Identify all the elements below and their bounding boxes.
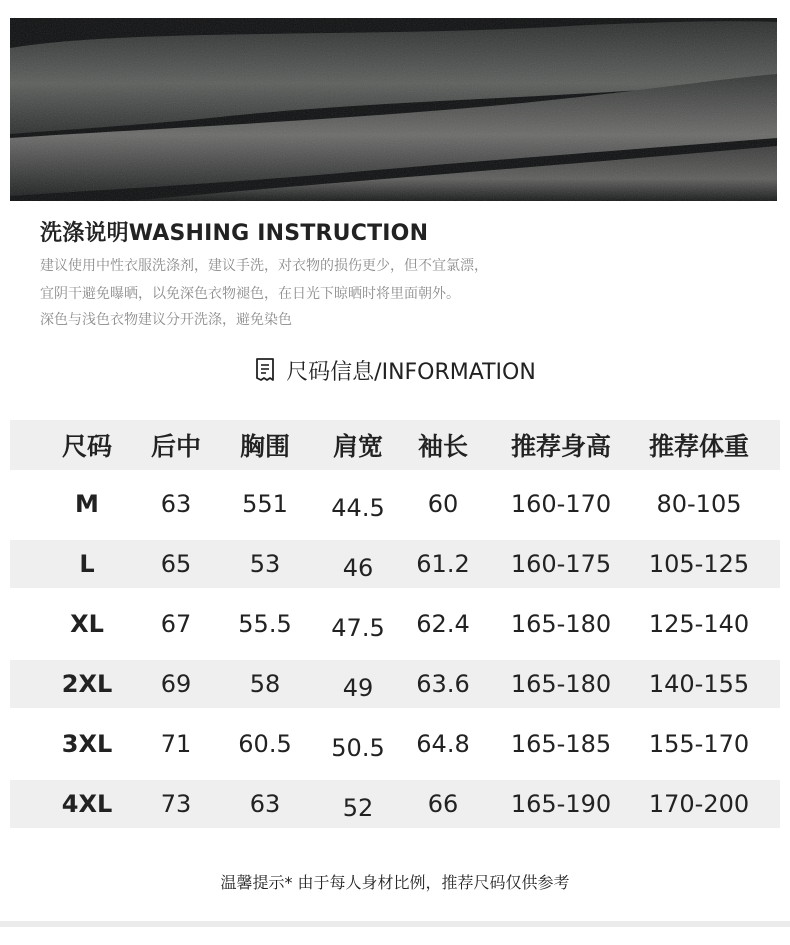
header-cell: 推荐身高: [510, 432, 611, 461]
washing-instruction-line: 深色与浅色衣物建议分开洗涤，避免染色: [40, 312, 292, 328]
table-cell: 44.5: [331, 494, 385, 522]
table-cell: 66: [427, 790, 459, 818]
table-cell: 80-105: [656, 490, 742, 518]
table-cell: 125-140: [648, 610, 750, 638]
size-row: [10, 780, 780, 828]
table-cell: 155-170: [648, 730, 750, 758]
table-cell: 165-190: [510, 790, 612, 818]
washing-instruction-line: 建议使用中性衣服洗涤剂，建议手洗，对衣物的损伤更少，但不宜氯漂，: [40, 258, 488, 274]
size-label: 4XL: [61, 790, 113, 818]
washing-instruction-title: 洗涤说明WASHING INSTRUCTION: [40, 221, 429, 246]
header-cell: 尺码: [61, 432, 112, 461]
size-row: [10, 600, 780, 648]
table-cell: 73: [160, 790, 192, 818]
size-table-header: [10, 420, 780, 470]
table-cell: 71: [160, 730, 192, 758]
table-cell: 65: [160, 550, 192, 578]
size-label: XL: [70, 610, 104, 638]
size-row: [10, 660, 780, 708]
table-cell: 52: [342, 794, 374, 822]
table-cell: 46: [342, 554, 374, 582]
table-cell: 58: [249, 670, 281, 698]
document-icon: [254, 357, 276, 383]
table-cell: 63.6: [416, 670, 470, 698]
size-info-heading: [0, 354, 790, 386]
table-cell: 69: [160, 670, 192, 698]
table-cell: 165-180: [510, 610, 612, 638]
size-label: 2XL: [61, 670, 113, 698]
size-label: L: [79, 550, 95, 578]
table-cell: 63: [249, 790, 281, 818]
table-cell: 160-170: [510, 490, 612, 518]
divider: [0, 921, 790, 927]
header-cell: 肩宽: [332, 432, 383, 461]
size-row: [10, 720, 780, 768]
header-cell: 袖长: [417, 432, 468, 461]
size-row: [10, 480, 780, 528]
header-cell: 胸围: [239, 432, 290, 461]
table-cell: 160-175: [510, 550, 612, 578]
table-cell: 62.4: [416, 610, 470, 638]
size-label: 3XL: [61, 730, 113, 758]
table-cell: 67: [160, 610, 192, 638]
table-cell: 165-180: [510, 670, 612, 698]
table-cell: 55.5: [238, 610, 292, 638]
washing-instruction-line: 宜阴干避免曝晒，以免深色衣物褪色，在日光下晾晒时将里面朝外。: [40, 286, 460, 302]
table-cell: 60: [427, 490, 459, 518]
size-info-title: 尺码信息/INFORMATION: [286, 359, 536, 385]
size-label: M: [75, 490, 99, 518]
size-tip: 温馨提示* 由于每人身材比例，推荐尺码仅供参考: [220, 873, 570, 892]
table-cell: 50.5: [331, 734, 385, 762]
table-cell: 53: [249, 550, 281, 578]
table-cell: 61.2: [416, 550, 470, 578]
table-cell: 140-155: [648, 670, 750, 698]
table-cell: 49: [342, 674, 374, 702]
table-cell: 105-125: [648, 550, 750, 578]
table-cell: 64.8: [416, 730, 470, 758]
fabric-photo: [10, 18, 777, 201]
size-table: [10, 420, 780, 840]
table-cell: 551: [242, 490, 288, 518]
header-cell: 推荐体重: [648, 432, 749, 461]
table-cell: 170-200: [648, 790, 750, 818]
table-cell: 165-185: [510, 730, 612, 758]
header-cell: 后中: [150, 432, 201, 461]
table-cell: 47.5: [331, 614, 385, 642]
table-cell: 63: [160, 490, 192, 518]
table-cell: 60.5: [238, 730, 292, 758]
size-row: [10, 540, 780, 588]
